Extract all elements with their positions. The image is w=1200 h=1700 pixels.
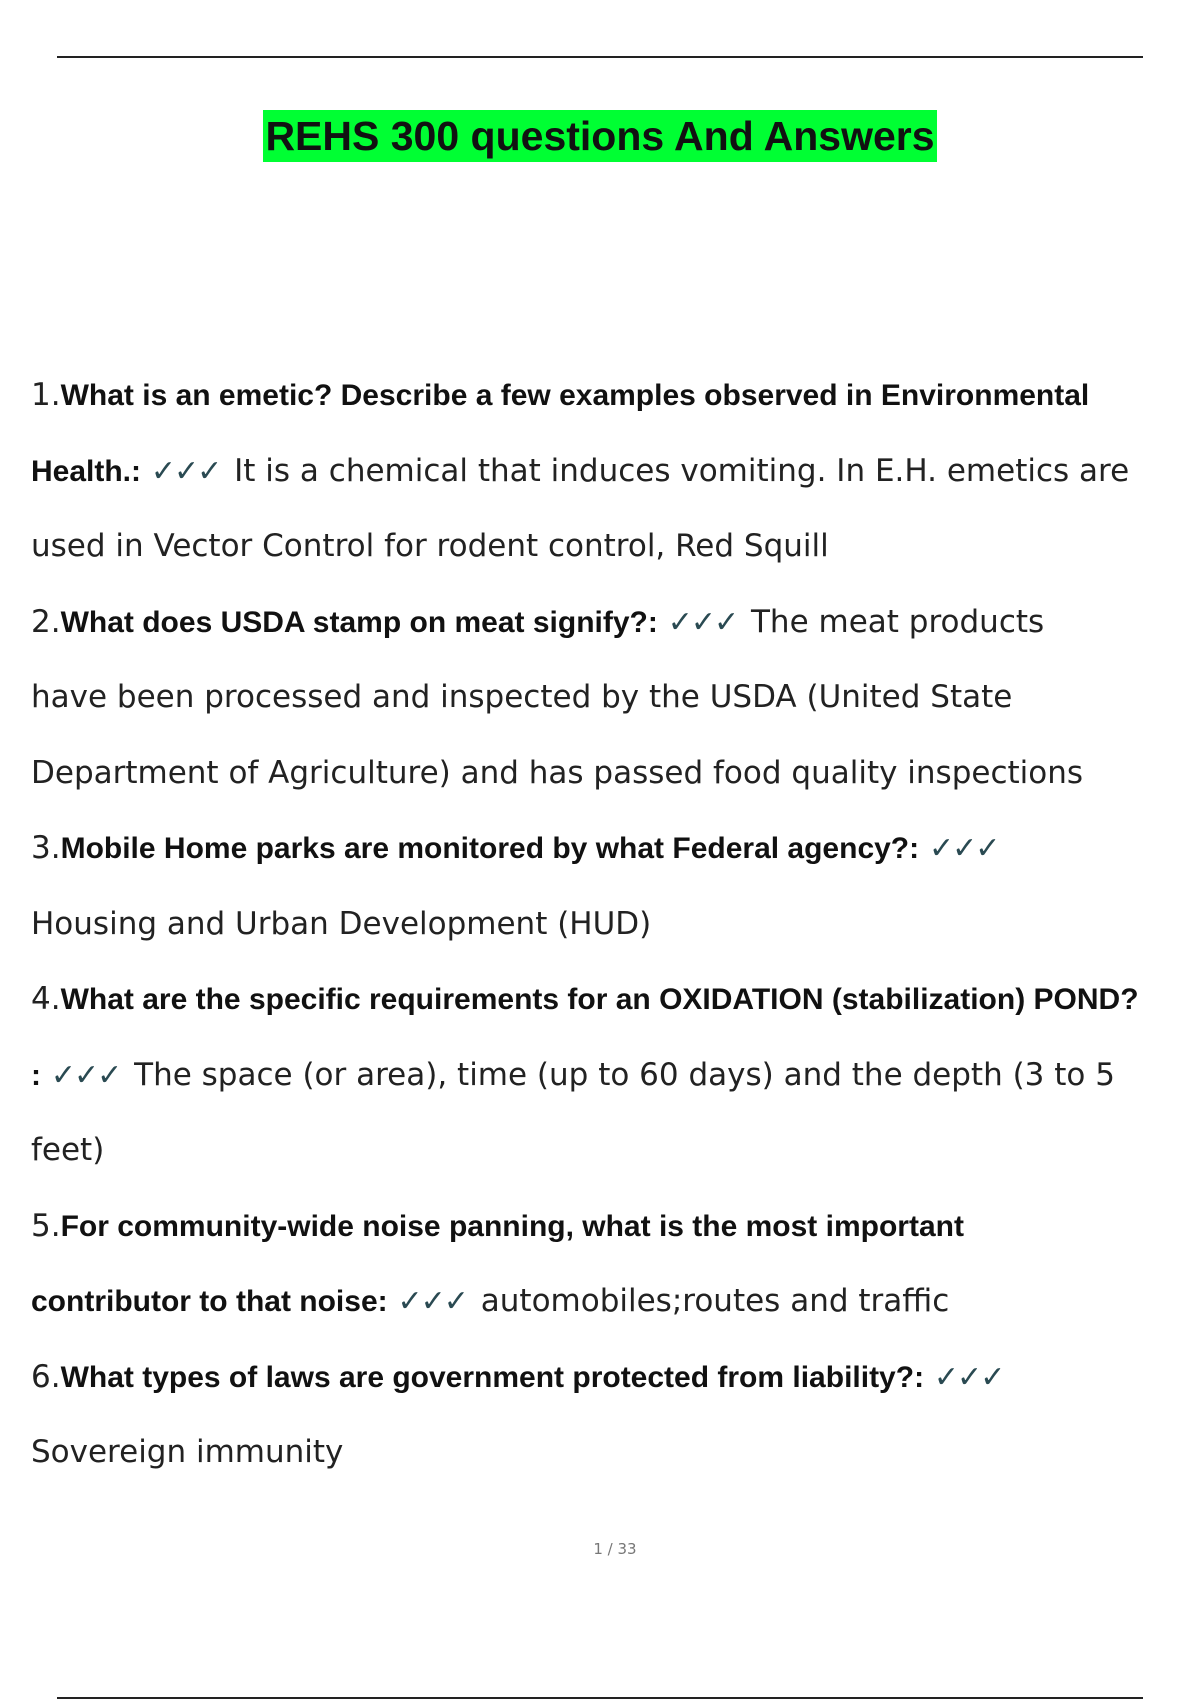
document-title: REHS 300 questions And Answers (263, 110, 936, 162)
triple-check-icon: ✓✓✓ (933, 1359, 1004, 1395)
item-number: 3. (31, 830, 61, 866)
item-number: 5. (31, 1207, 61, 1244)
triple-check-icon: ✓✓✓ (150, 453, 221, 489)
qa-list (31, 358, 1200, 1491)
answer-text: Housing and Urban Development (HUD) (31, 905, 652, 942)
triple-check-icon: ✓✓✓ (397, 1284, 467, 1319)
top-rule (57, 56, 1143, 58)
page-indicator: 1 / 33 (593, 1540, 637, 1558)
qa-item (31, 962, 1200, 1189)
question-text: What types of laws are government protected from liability?: (60, 1360, 925, 1394)
qa-item (31, 1189, 1200, 1340)
title-container (0, 110, 1200, 162)
question-text: For community-wide noise panning, what is the most important contributor to that noise: (31, 1209, 964, 1318)
item-number: 2. (31, 603, 61, 640)
question-text: What are the specific requirements for an OXIDATION (stabilization) POND? : (31, 983, 1139, 1092)
question-text: What is an emetic? Describe a few examples observed in Environmental Health.: (31, 379, 1090, 488)
answer-text: The meat products have been processed and inspected by the USDA (United State Department of Agriculture) and has passed food quality inspections (31, 603, 1084, 791)
answer-text: It is a chemical that induces vomiting. In E.H. emetics are used in Vector Control for rodent control, Red Squill (31, 452, 1130, 564)
qa-item (31, 1340, 1200, 1491)
triple-check-icon: ✓✓✓ (667, 604, 738, 640)
answer-text: automobiles;routes and traffic (480, 1283, 950, 1319)
qa-item (31, 585, 1200, 812)
bottom-rule (57, 1697, 1143, 1699)
item-number: 6. (31, 1358, 61, 1395)
triple-check-icon: ✓✓✓ (928, 831, 999, 866)
answer-text: Sovereign immunity (31, 1434, 344, 1470)
question-text: Mobile Home parks are monitored by what Federal agency?: (60, 832, 920, 865)
item-number: 4. (31, 981, 61, 1017)
qa-item (31, 811, 1200, 962)
question-text: What does USDA stamp on meat signify?: (60, 605, 658, 639)
qa-item (31, 358, 1200, 585)
item-number: 1. (31, 377, 61, 413)
answer-text: The space (or area), time (up to 60 days) and the depth (3 to 5 feet) (31, 1056, 1115, 1168)
triple-check-icon: ✓✓✓ (50, 1057, 121, 1093)
